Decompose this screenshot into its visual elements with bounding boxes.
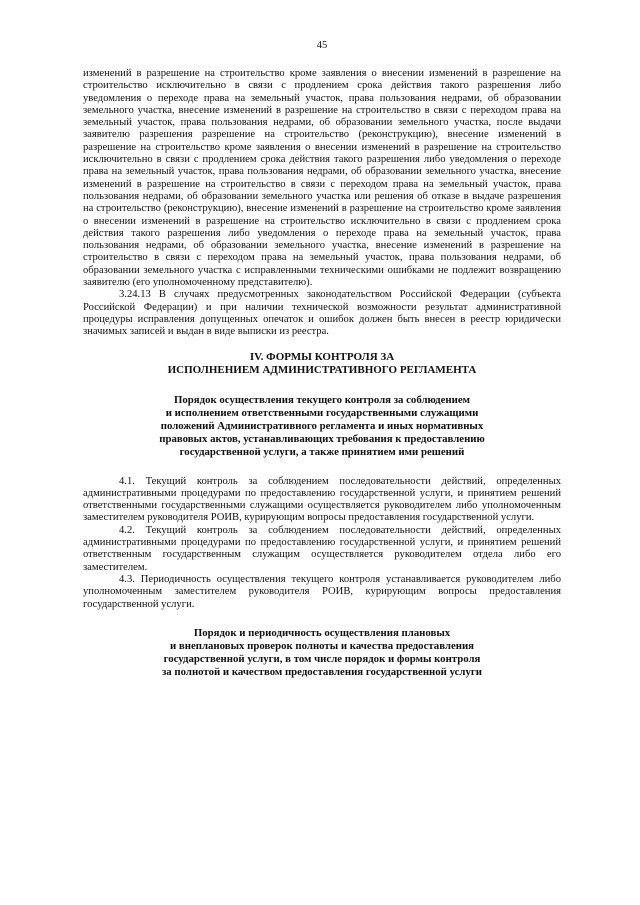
subsection-heading-line: и исполнением ответственными государственными служащими (165, 406, 479, 419)
subsection-heading-line: Порядок и периодичность осуществления плановых (193, 626, 451, 639)
subsection-inspections-heading (83, 627, 561, 679)
paragraph-4-3: 4.3. Периодичность осуществления текущего контроля устанавливается руководителем либо уполномоченным заместителем руководителя РОИВ, курирующим вопросы предоставления государственной услуги. (83, 573, 561, 610)
subsection-current-control-heading (83, 394, 561, 459)
document-body (83, 68, 561, 679)
subsection-heading-line: и внеплановых проверок полноты и качества предоставления (169, 639, 475, 652)
subsection-heading-line: правовых актов, устанавливающих требования к предоставлению (159, 432, 485, 445)
paragraph-continuation: изменений в разрешение на строительство кроме заявления о внесении изменений в разрешение на строительство исключительно в связи с продлением срока действия такого разрешения либо уведомления о переходе права на земельный участок, права пользования недрами, об образовании земельного участка, внесение изменений в разрешение на строительство в связи с переходом права на земельный участок, права пользования недрами, об образовании земельного участка, после выдачи заявителю разрешения разрешение на строительство (реконструкцию), внесение изменений в разрешение на строительство кроме заявления о внесении изменений в разрешение на строительство исключительно в связи с продлением срока действия такого разрешения либо уведомления о переходе права на земельный участок, права пользования недрами, об образовании земельного участка, внесение изменений в разрешение на строительство в связи с переходом права на земельный участок, права пользования недрами, об образовании земельного участка или решения об отказе в выдаче разрешения на строительство (реконструкцию), внесение изменений в разрешение на строительство кроме заявления о внесении изменений в разрешение на строительство исключительно в связи с продлением срока действия такого разрешения либо уведомления о переходе права на земельный участок, права пользования недрами, об образовании земельного участка, внесение изменений в разрешение на строительство в связи с переходом права на земельный участок, права пользования недрами, об образовании земельного участка с исправленными техническими ошибками не подлежит возвращению заявителю (его уполномоченному представителю). (83, 68, 561, 289)
page-number: 45 (316, 40, 328, 51)
section-iv-heading-line: IV. ФОРМЫ КОНТРОЛЯ ЗА (249, 350, 395, 363)
subsection-heading-line: положений Административного регламента и иных нормативных (160, 419, 484, 432)
subsection-heading-line: государственной услуги, в том числе порядок и формы контроля (163, 652, 481, 665)
paragraph-3-24-13: 3.24.13 В случаях предусмотренных законодательством Российской Федерации (субъекта Российской Федерации) и при наличии технической возможности результат административной процедуры исправления допущенных опечаток и ошибок должен быть внесен в реестр юридически значимых записей и выдан в виде выписки из реестра. (83, 289, 561, 338)
paragraph-4-1: 4.1. Текущий контроль за соблюдением последовательности действий, определенных административными процедурами по предоставлению государственной услуги, и принятием решений ответственными государственными служащими осуществляется руководителем либо уполномоченным заместителем руководителя РОИВ, курирующим вопросы предоставления государственной услуги. (83, 475, 561, 524)
subsection-heading-line: государственной услуги, а также принятием ими решений (179, 445, 465, 458)
section-iv-heading-line: ИСПОЛНЕНИЕМ АДМИНИСТРАТИВНОГО РЕГЛАМЕНТА (167, 363, 477, 376)
section-iv-heading (83, 351, 561, 377)
subsection-heading-line: за полнотой и качеством предоставления государственной услуги (161, 665, 483, 678)
subsection-heading-line: Порядок осуществления текущего контроля за соблюдением (173, 393, 470, 406)
paragraph-4-2: 4.2. Текущий контроль за соблюдением последовательности действий, определенных административными процедурами по предоставлению государственной услуги, и принятием решений ответственным государственным служащим осуществляется руководителем отдела либо его заместителем. (83, 524, 561, 573)
